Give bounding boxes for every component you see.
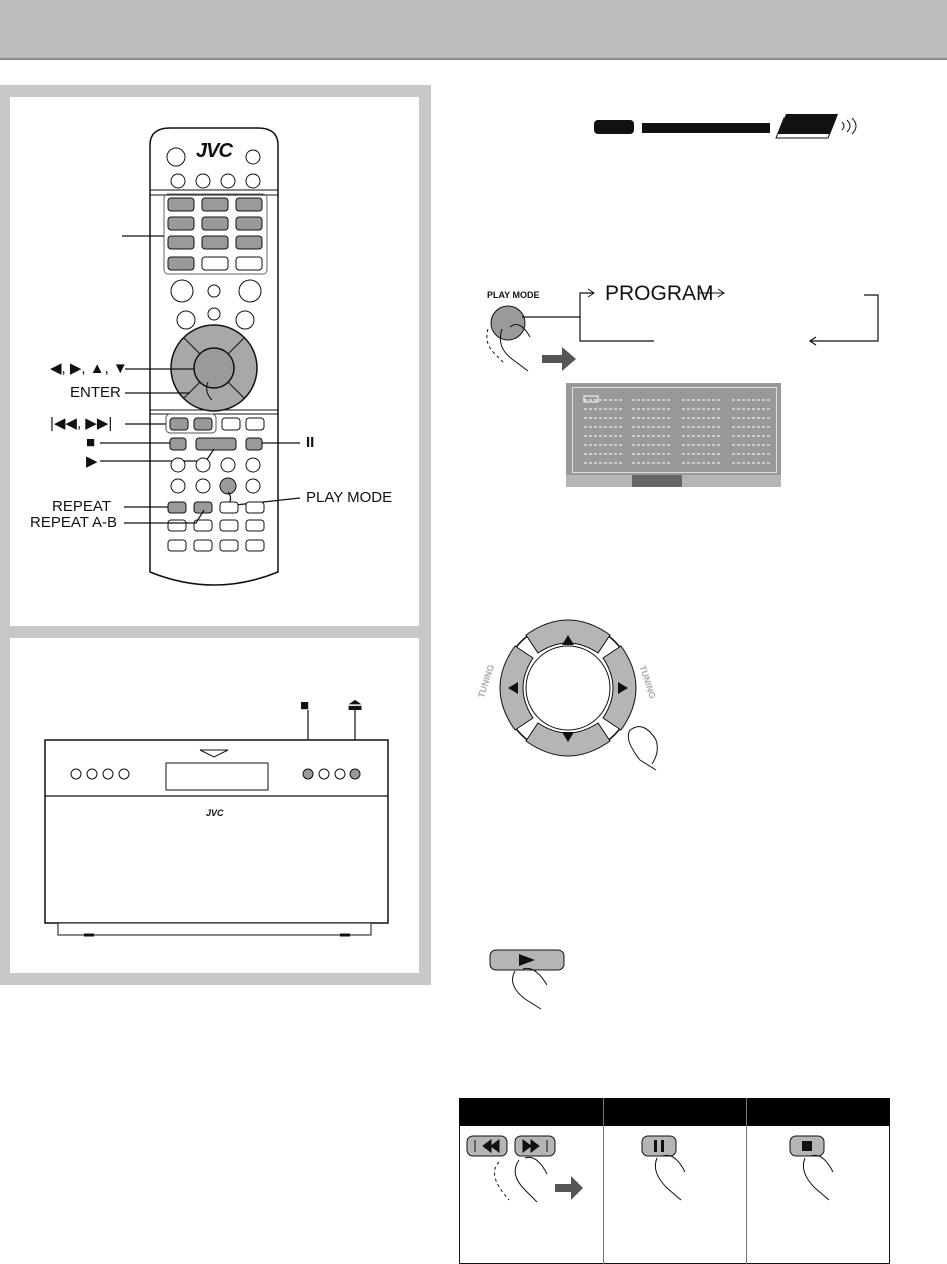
unit-stop-symbol: ■ (300, 697, 310, 714)
main-unit-drawing (0, 630, 431, 980)
operations-table-header (459, 1098, 890, 1126)
unit-brand-logo: JVC (206, 808, 224, 818)
cursor-pad-drawing (480, 605, 690, 775)
repeat-ab-label: REPEAT A-B (30, 514, 117, 531)
pause-label: II (306, 434, 315, 451)
play-label: ▶ (86, 453, 98, 470)
skip-label: |◀◀, ▶▶| (50, 415, 113, 432)
enter-label: ENTER (70, 384, 121, 401)
mode-program-label: PROGRAM (605, 282, 714, 305)
tuning-down-label: TUNING (476, 663, 497, 700)
tuning-up-label: TUNING (637, 664, 658, 700)
operations-drawings (459, 1126, 890, 1264)
stop-label: ■ (86, 434, 96, 451)
remote-control-drawing (0, 0, 431, 640)
repeat-label: REPEAT (52, 498, 111, 515)
source-indicator (590, 108, 870, 140)
remote-brand-logo: JVC (196, 140, 232, 162)
cursor-keys-label: ◀, ▶, ▲, ▼ (50, 360, 128, 377)
play-button-drawing (485, 945, 585, 1015)
play-mode-button-label: PLAY MODE (487, 290, 540, 300)
program-osd-screen (566, 383, 781, 487)
unit-eject-symbol: ⏏ (347, 695, 364, 714)
play-mode-label: PLAY MODE (306, 489, 393, 506)
